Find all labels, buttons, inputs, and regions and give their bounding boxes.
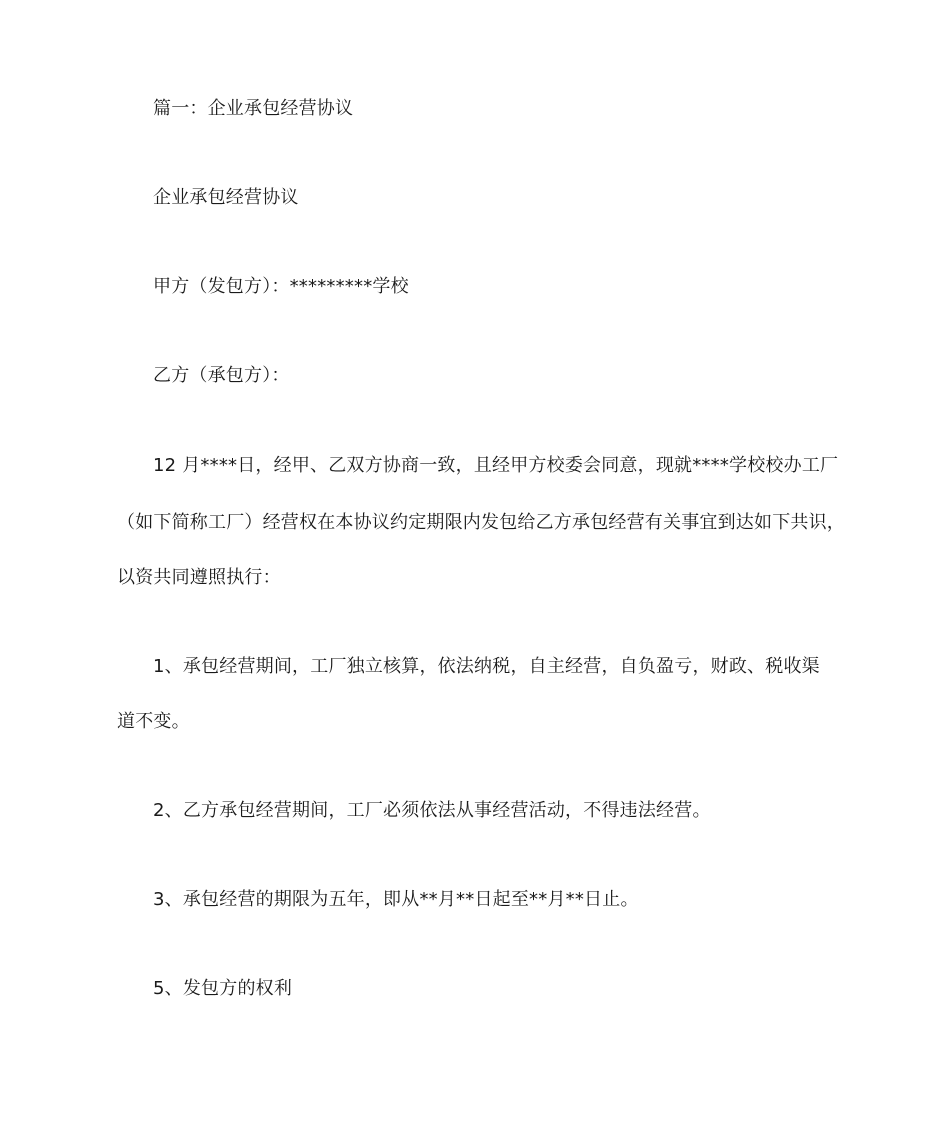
clause-5: 5、发包方的权利 (153, 978, 293, 999)
clause-2: 2、乙方承包经营期间，工厂必须依法从事经营活动，不得违法经营。 (153, 800, 711, 821)
clause-1-line-2: 道不变。 (117, 711, 190, 732)
intro-line-3: 以资共同遵照执行： (117, 567, 281, 588)
section-heading: 篇一：企业承包经营协议 (153, 98, 354, 119)
document-title: 企业承包经营协议 (153, 187, 299, 208)
intro-line-1: 12 月****日，经甲、乙双方协商一致，且经甲方校委会同意，现就****学校校办工厂 (153, 455, 839, 476)
party-b-line: 乙方（承包方）： (153, 365, 290, 386)
party-a-line: 甲方（发包方）：*********学校 (153, 276, 409, 297)
intro-line-2: （如下简称工厂）经营权在本协议约定期限内发包给乙方承包经营有关事宜到达如下共识， (117, 512, 845, 533)
clause-3: 3、承包经营的期限为五年，即从**月**日起至**月**日止。 (153, 889, 639, 910)
clause-1-line-1: 1、承包经营期间，工厂独立核算，依法纳税，自主经营，自负盈亏，财政、税收渠 (153, 656, 820, 677)
